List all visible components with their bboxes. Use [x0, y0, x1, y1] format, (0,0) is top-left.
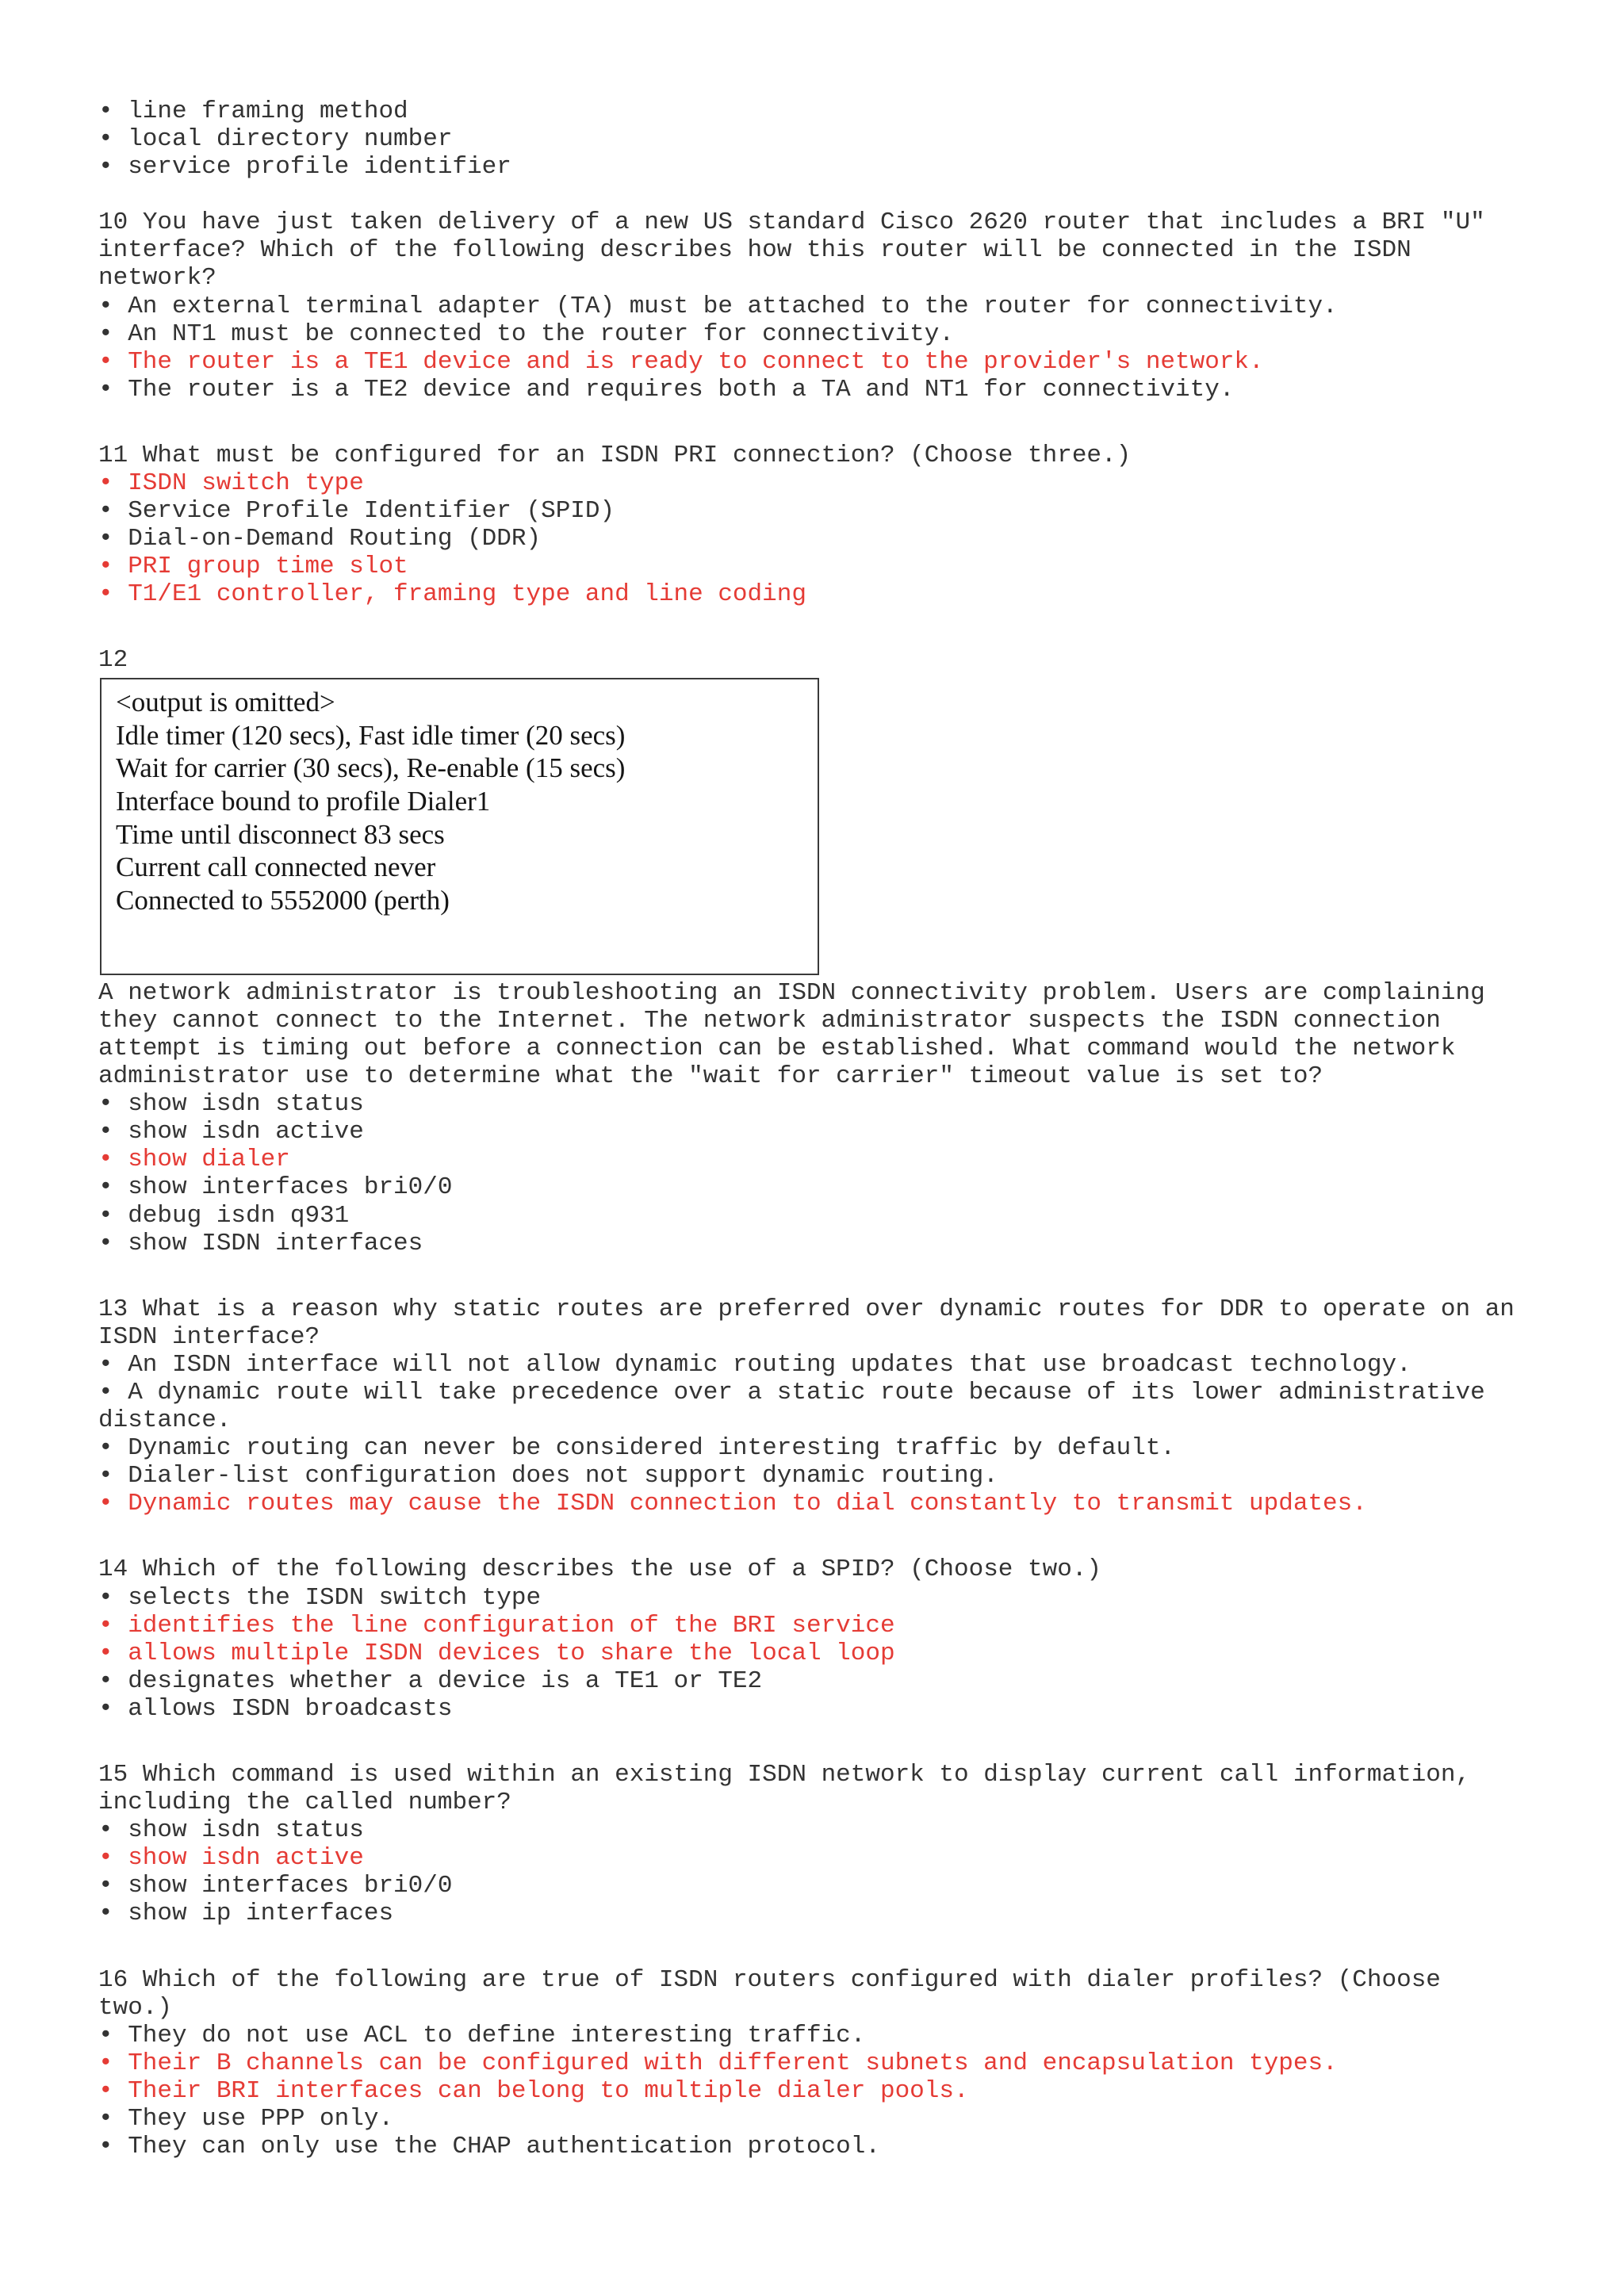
question-text: What is a reason why static routes are preferred over dynamic routes for DDR to operate on an ISDN interface?: [98, 1295, 1515, 1351]
answer-option: • service profile identifier: [98, 153, 511, 182]
question-number: 15: [98, 1761, 128, 1789]
answer-list: [98, 293, 1522, 404]
exhibit-line: Wait for carrier (30 secs), Re-enable (15 secs): [116, 752, 626, 784]
answer-option: • Dialer-list configuration does not support dynamic routing.: [98, 1462, 998, 1490]
question-15: [98, 1761, 1522, 1928]
question-prompt: [98, 209, 1522, 292]
question-number: 16: [98, 1965, 128, 1994]
answer-option-correct: • Dynamic routes may cause the ISDN connection to dial constantly to transmit updates.: [98, 1490, 1367, 1518]
exhibit-line: <output is omitted>: [116, 687, 335, 718]
answer-option-correct: • ISDN switch type: [98, 469, 364, 498]
question-number: 11: [98, 441, 128, 469]
answer-option: • show interfaces bri0/0: [98, 1173, 453, 1202]
question-13: [98, 1295, 1522, 1518]
exhibit-line: Idle timer (120 secs), Fast idle timer (20 secs): [116, 719, 626, 751]
question-text: What must be configured for an ISDN PRI connection? (Choose three.): [142, 441, 1132, 469]
answer-option: • show isdn status: [98, 1090, 364, 1119]
question-text: Which of the following describes the use of a SPID? (Choose two.): [142, 1556, 1102, 1584]
answer-list: [98, 1351, 1522, 1518]
answer-option: • Dial-on-Demand Routing (DDR): [98, 525, 542, 553]
answer-option-correct: • T1/E1 controller, framing type and line coding: [98, 580, 806, 609]
question-number: 12: [98, 646, 128, 675]
answer-option: • allows ISDN broadcasts: [98, 1694, 453, 1723]
question-prompt: [98, 1295, 1522, 1351]
question-10: [98, 209, 1522, 404]
question-number: 14: [98, 1556, 128, 1584]
answer-option-correct: • show isdn active: [98, 1844, 364, 1873]
answer-option-correct: • Their B channels can be configured with different subnets and encapsulation types.: [98, 2049, 1338, 2077]
answer-list: [98, 469, 1522, 608]
exhibit-line: Interface bound to profile Dialer1: [116, 785, 491, 817]
answer-option: • Service Profile Identifier (SPID): [98, 497, 615, 526]
answer-option: • A dynamic route will take precedence over a static route because of its lower administrative distance.: [98, 1378, 1485, 1435]
question-12: [98, 646, 1522, 1257]
answer-option: • They use PPP only.: [98, 2105, 394, 2133]
answer-option-correct: • identifies the line configuration of the BRI service: [98, 1611, 895, 1640]
question-prompt: [98, 1761, 1522, 1816]
exhibit-line: Current call connected never: [116, 851, 436, 883]
answer-option: • They can only use the CHAP authentication protocol.: [98, 2133, 880, 2161]
answer-list: [98, 1816, 1522, 1927]
answer-option: • They do not use ACL to define interesting traffic.: [98, 2021, 866, 2049]
question-prompt: [98, 1966, 1522, 2022]
question-text: Which command is used within an existing ISDN network to display current call information, including the called number?: [98, 1761, 1471, 1817]
question-text: A network administrator is troubleshooting an ISDN connectivity problem. Users are complaining they cannot connect to the Internet. The network administrator suspects the ISDN connection attempt is timing out before a connection can be established. What command would the network administrator use to determine what the "wait for carrier" timeout value is set to?: [98, 978, 1485, 1091]
question-number: 13: [98, 1295, 128, 1323]
answer-option-correct: • Their BRI interfaces can belong to multiple dialer pools.: [98, 2076, 969, 2105]
answer-option: • show ip interfaces: [98, 1900, 394, 1928]
answer-option: • An ISDN interface will not allow dynamic routing updates that use broadcast technology.: [98, 1350, 1411, 1379]
answer-option: • show interfaces bri0/0: [98, 1872, 453, 1900]
question-11: [98, 442, 1522, 609]
answer-option-correct: • allows multiple ISDN devices to share the local loop: [98, 1639, 895, 1667]
question-text: You have just taken delivery of a new US standard Cisco 2620 router that includes a BRI "U" interface? Which of the following describes how this router will be connected in the ISDN network?: [98, 209, 1485, 293]
question-list: [98, 209, 1522, 2160]
answer-option: • local directory number: [98, 124, 453, 153]
question-16: [98, 1966, 1522, 2161]
question-text: Which of the following are true of ISDN routers configured with dialer profiles? (Choose two.): [98, 1965, 1441, 2022]
answer-option: • Dynamic routing can never be considered interesting traffic by default.: [98, 1434, 1176, 1463]
question-14: [98, 1556, 1522, 1723]
answer-option: • line framing method: [98, 97, 408, 125]
question-prompt: [98, 1556, 1522, 1583]
answer-list: [98, 1090, 1522, 1257]
question-number: 10: [98, 209, 128, 237]
answer-option-correct: • PRI group time slot: [98, 553, 408, 581]
answer-list: [98, 1584, 1522, 1723]
exhibit-line: Time until disconnect 83 secs: [116, 818, 445, 850]
continued-answer-list: [98, 98, 1522, 181]
answer-option: • An NT1 must be connected to the router for connectivity.: [98, 320, 954, 348]
answer-option: • The router is a TE2 device and requires both a TA and NT1 for connectivity.: [98, 375, 1235, 404]
answer-option: • selects the ISDN switch type: [98, 1583, 542, 1612]
exhibit-box: [100, 678, 819, 975]
answer-option-correct: • The router is a TE1 device and is ready to connect to the provider's network.: [98, 347, 1264, 376]
answer-option-correct: • show dialer: [98, 1146, 290, 1174]
exhibit-line: Connected to 5552000 (perth): [116, 884, 450, 916]
answer-option: • debug isdn q931: [98, 1201, 350, 1230]
answer-option: • designates whether a device is a TE1 or TE2: [98, 1667, 763, 1695]
answer-option: • An external terminal adapter (TA) must be attached to the router for connectivity.: [98, 292, 1338, 320]
answer-option: • show isdn status: [98, 1816, 364, 1845]
answer-list: [98, 2022, 1522, 2160]
question-prompt: [98, 442, 1522, 469]
answer-option: • show ISDN interfaces: [98, 1229, 423, 1257]
answer-option: • show isdn active: [98, 1118, 364, 1146]
